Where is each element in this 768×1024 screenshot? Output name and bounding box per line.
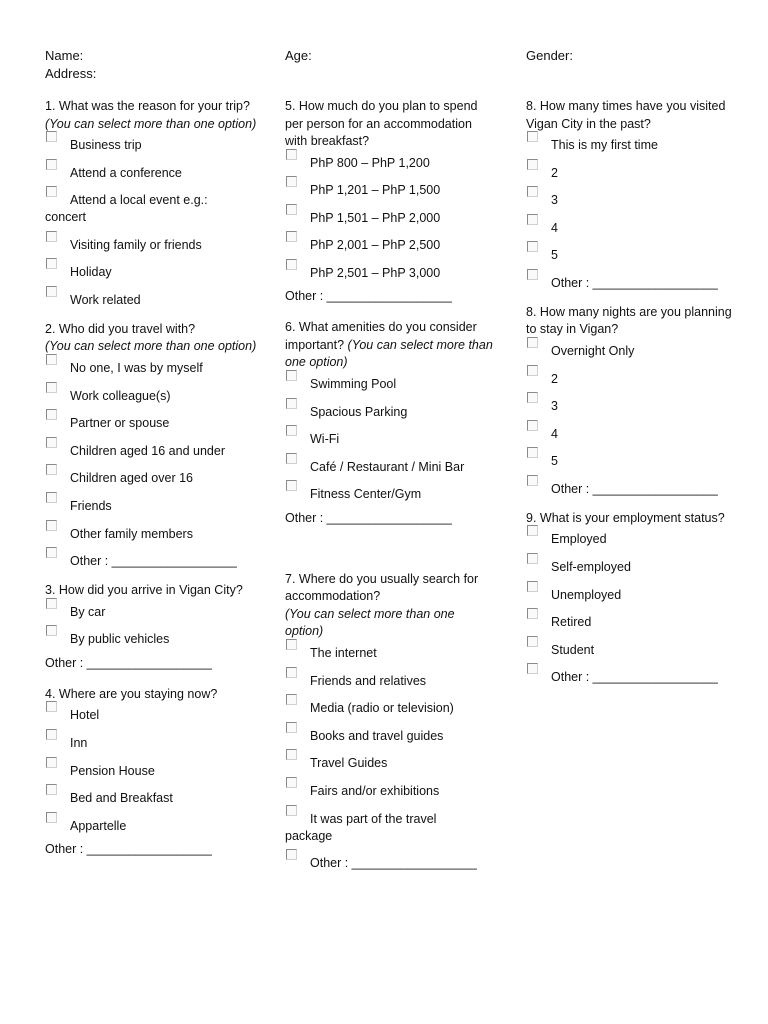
option-label: Work related xyxy=(70,292,141,307)
question-title: 7. Where do you usually search for accommodation? xyxy=(285,571,479,604)
option[interactable] xyxy=(285,700,495,717)
checkbox-icon[interactable] xyxy=(527,241,538,252)
option[interactable] xyxy=(45,192,260,226)
question-title: 2. Who did you travel with? xyxy=(45,321,196,336)
question-9 xyxy=(526,510,741,686)
option[interactable] xyxy=(285,237,495,254)
option-label: Friends xyxy=(70,498,112,513)
option[interactable] xyxy=(526,398,741,415)
option[interactable] xyxy=(285,755,495,772)
question-1 xyxy=(45,98,260,309)
checkbox-icon[interactable] xyxy=(286,425,297,436)
checkbox-icon[interactable] xyxy=(527,214,538,225)
checkbox-icon[interactable] xyxy=(46,354,57,365)
checkbox-icon[interactable] xyxy=(286,667,297,678)
column-3 xyxy=(526,98,741,698)
checkbox-icon[interactable] xyxy=(46,784,57,795)
option-label: Other : __________________ xyxy=(70,554,237,569)
option-label: Other : __________________ xyxy=(551,481,718,496)
checkbox-icon[interactable] xyxy=(527,420,538,431)
option-label: Other : __________________ xyxy=(551,275,718,290)
option[interactable] xyxy=(45,818,260,835)
option-label-continued: concert xyxy=(45,210,86,225)
option-label: PhP 2,501 – PhP 3,000 xyxy=(310,265,441,280)
option[interactable] xyxy=(45,264,260,281)
checkbox-icon[interactable] xyxy=(527,553,538,564)
checkbox-icon[interactable] xyxy=(286,639,297,650)
checkbox-icon[interactable] xyxy=(286,176,297,187)
option[interactable] xyxy=(526,247,741,264)
option-label: Appartelle xyxy=(70,818,127,833)
checkbox-icon[interactable] xyxy=(46,186,57,197)
option[interactable] xyxy=(45,735,260,752)
option-label: 3 xyxy=(551,399,558,414)
question-hint: (You can select more than one option) xyxy=(285,337,493,370)
header-name-address xyxy=(45,47,96,83)
question-2 xyxy=(45,321,260,570)
option-label: Visiting family or friends xyxy=(70,237,202,252)
option-label: Hotel xyxy=(70,708,100,723)
option[interactable] xyxy=(45,388,260,405)
question-3 xyxy=(45,582,260,672)
option[interactable] xyxy=(285,486,495,503)
checkbox-icon[interactable] xyxy=(46,159,57,170)
option[interactable] xyxy=(45,790,260,807)
option[interactable] xyxy=(526,371,741,388)
option[interactable] xyxy=(526,559,741,576)
option-label: Children aged over 16 xyxy=(70,471,193,486)
option[interactable] xyxy=(526,137,741,154)
column-1 xyxy=(45,98,260,872)
option-other[interactable] xyxy=(285,855,495,872)
checkbox-icon[interactable] xyxy=(527,525,538,536)
option-label: Attend a conference xyxy=(70,165,182,180)
option[interactable] xyxy=(45,526,260,543)
checkbox-icon[interactable] xyxy=(286,453,297,464)
option-label: Other family members xyxy=(70,526,193,541)
option-label: Overnight Only xyxy=(551,343,635,358)
option-label: Media (radio or television) xyxy=(310,701,454,716)
option[interactable] xyxy=(45,631,260,648)
checkbox-icon[interactable] xyxy=(286,749,297,760)
option-other[interactable] xyxy=(526,481,741,498)
option-label: 4 xyxy=(551,426,558,441)
option[interactable] xyxy=(45,137,260,154)
checkbox-icon[interactable] xyxy=(46,286,57,297)
checkbox-icon[interactable] xyxy=(527,365,538,376)
checkbox-icon[interactable] xyxy=(527,337,538,348)
option[interactable] xyxy=(285,265,495,282)
option-other[interactable] xyxy=(526,275,741,292)
option[interactable] xyxy=(526,426,741,443)
option-label: By public vehicles xyxy=(70,632,170,647)
option[interactable] xyxy=(45,470,260,487)
option[interactable] xyxy=(45,443,260,460)
option-label: PhP 2,001 – PhP 2,500 xyxy=(310,238,441,253)
option-label: Employed xyxy=(551,532,607,547)
question-8-visits xyxy=(526,98,741,292)
checkbox-icon[interactable] xyxy=(46,231,57,242)
question-hint: (You can select more than one option) xyxy=(45,339,257,354)
option-label-continued: package xyxy=(285,828,333,843)
option-label: This is my first time xyxy=(551,138,658,152)
option[interactable] xyxy=(526,220,741,237)
checkbox-icon[interactable] xyxy=(527,392,538,403)
question-title: 4. Where are you staying now? xyxy=(45,686,218,701)
option-label: It was part of the travel xyxy=(310,811,437,826)
option-label: No one, I was by myself xyxy=(70,360,203,375)
question-8-nights xyxy=(526,304,741,498)
checkbox-icon[interactable] xyxy=(46,547,57,558)
address-label: Address: xyxy=(45,66,97,81)
option-label: Retired xyxy=(551,615,592,630)
checkbox-icon[interactable] xyxy=(286,370,297,381)
option[interactable] xyxy=(285,783,495,800)
option-label: Other : __________________ xyxy=(310,856,477,871)
option-label: 5 xyxy=(551,454,558,469)
option-label: PhP 1,501 – PhP 2,000 xyxy=(310,210,441,225)
option-label: Student xyxy=(551,642,595,657)
question-title: 5. How much do you plan to spend per person for an accommodation with breakfast? xyxy=(285,99,478,148)
option-label: Holiday xyxy=(70,265,112,280)
age-label: Age: xyxy=(285,48,312,63)
option[interactable] xyxy=(45,763,260,780)
column-2 xyxy=(285,98,495,884)
checkbox-icon[interactable] xyxy=(286,480,297,491)
option-label: Café / Restaurant / Mini Bar xyxy=(310,459,465,474)
option-label: 4 xyxy=(551,220,558,235)
checkbox-icon[interactable] xyxy=(46,131,57,142)
checkbox-icon[interactable] xyxy=(46,598,57,609)
checkbox-icon[interactable] xyxy=(46,520,57,531)
checkbox-icon[interactable] xyxy=(286,849,297,860)
option-label: Pension House xyxy=(70,763,155,778)
option-label: Books and travel guides xyxy=(310,728,444,743)
checkbox-icon[interactable] xyxy=(527,159,538,170)
option-label: 3 xyxy=(551,193,558,208)
option[interactable] xyxy=(285,182,495,199)
question-title: 8. How many nights are you planning to stay in Vigan? xyxy=(526,304,732,337)
option[interactable] xyxy=(285,728,495,745)
checkbox-icon[interactable] xyxy=(46,757,57,768)
option[interactable] xyxy=(526,531,741,548)
option[interactable] xyxy=(526,642,741,659)
option[interactable] xyxy=(45,498,260,515)
question-hint: (You can select more than one option) xyxy=(285,606,455,639)
checkbox-icon[interactable] xyxy=(46,382,57,393)
question-4 xyxy=(45,686,260,858)
option-label: Wi-Fi xyxy=(310,432,340,447)
checkbox-icon[interactable] xyxy=(286,231,297,242)
checkbox-icon[interactable] xyxy=(46,464,57,475)
option-label: Fitness Center/Gym xyxy=(310,487,422,502)
question-7 xyxy=(285,571,495,872)
option-label: By car xyxy=(70,604,106,619)
option[interactable] xyxy=(45,707,260,724)
option-label: Friends and relatives xyxy=(310,673,427,688)
option[interactable] xyxy=(526,453,741,470)
checkbox-icon[interactable] xyxy=(286,149,297,160)
checkbox-icon[interactable] xyxy=(286,204,297,215)
option-label: Work colleague(s) xyxy=(70,388,171,403)
other-field[interactable]: Other : __________________ xyxy=(285,510,452,525)
option-label: PhP 800 – PhP 1,200 xyxy=(310,155,430,170)
option[interactable] xyxy=(285,459,495,476)
option-label: PhP 1,201 – PhP 1,500 xyxy=(310,183,441,198)
question-6 xyxy=(285,319,495,526)
question-title: 8. How many times have you visited Vigan City in the past? xyxy=(526,99,726,131)
checkbox-icon[interactable] xyxy=(286,722,297,733)
checkbox-icon[interactable] xyxy=(46,409,57,420)
option[interactable] xyxy=(45,415,260,432)
option[interactable] xyxy=(526,587,741,604)
option[interactable] xyxy=(45,604,260,621)
checkbox-icon[interactable] xyxy=(527,636,538,647)
checkbox-icon[interactable] xyxy=(46,701,57,712)
checkbox-icon[interactable] xyxy=(527,663,538,674)
other-field[interactable]: Other : __________________ xyxy=(45,842,212,857)
other-field[interactable]: Other : __________________ xyxy=(285,289,452,304)
checkbox-icon[interactable] xyxy=(46,729,57,740)
option-label: Children aged 16 and under xyxy=(70,443,225,458)
option[interactable] xyxy=(285,404,495,421)
option-label: Unemployed xyxy=(551,587,622,602)
option[interactable] xyxy=(526,192,741,209)
checkbox-icon[interactable] xyxy=(527,608,538,619)
checkbox-icon[interactable] xyxy=(527,186,538,197)
option[interactable] xyxy=(285,155,495,172)
gender-label: Gender: xyxy=(526,48,573,63)
checkbox-icon[interactable] xyxy=(527,447,538,458)
checkbox-icon[interactable] xyxy=(286,259,297,270)
option-label: Spacious Parking xyxy=(310,404,408,419)
option[interactable] xyxy=(285,673,495,690)
checkbox-icon[interactable] xyxy=(527,269,538,280)
option-label: Self-employed xyxy=(551,560,631,575)
option[interactable] xyxy=(285,210,495,227)
checkbox-icon[interactable] xyxy=(46,258,57,269)
question-title: 1. What was the reason for your trip? xyxy=(45,99,250,113)
option-label: Travel Guides xyxy=(310,756,388,771)
option-label: 5 xyxy=(551,248,558,263)
question-5 xyxy=(285,98,495,305)
checkbox-icon[interactable] xyxy=(46,625,57,636)
option-label: 2 xyxy=(551,371,558,386)
option-label: Business trip xyxy=(70,138,142,152)
checkbox-icon[interactable] xyxy=(46,492,57,503)
checkbox-icon[interactable] xyxy=(286,777,297,788)
checkbox-icon[interactable] xyxy=(286,694,297,705)
option-other[interactable] xyxy=(526,669,741,686)
option-label: 2 xyxy=(551,165,558,180)
option[interactable] xyxy=(45,165,260,182)
question-title: 9. What is your employment status? xyxy=(526,510,725,525)
option[interactable] xyxy=(526,165,741,182)
option[interactable] xyxy=(45,292,260,309)
question-title: 3. How did you arrive in Vigan City? xyxy=(45,583,243,598)
option[interactable] xyxy=(45,237,260,254)
option-label: Partner or spouse xyxy=(70,416,170,431)
option[interactable] xyxy=(526,343,741,360)
checkbox-icon[interactable] xyxy=(46,437,57,448)
option[interactable] xyxy=(285,431,495,448)
checkbox-icon[interactable] xyxy=(527,475,538,486)
checkbox-icon[interactable] xyxy=(527,131,538,142)
checkbox-icon[interactable] xyxy=(286,398,297,409)
option-label: The internet xyxy=(310,645,377,660)
name-label: Name: xyxy=(45,48,84,63)
checkbox-icon[interactable] xyxy=(46,812,57,823)
option[interactable] xyxy=(45,360,260,377)
option[interactable] xyxy=(285,376,495,393)
option-label: Attend a local event e.g.: xyxy=(70,193,208,208)
option[interactable] xyxy=(285,811,495,845)
option-label: Fairs and/or exhibitions xyxy=(310,783,440,798)
question-hint: (You can select more than one option) xyxy=(45,116,257,131)
option-other[interactable] xyxy=(45,553,260,570)
option-label: Other : __________________ xyxy=(551,670,718,685)
option-label: Inn xyxy=(70,735,88,750)
option-label: Bed and Breakfast xyxy=(70,791,173,806)
option[interactable] xyxy=(285,645,495,662)
option[interactable] xyxy=(526,614,741,631)
other-field[interactable]: Other : __________________ xyxy=(45,655,212,670)
checkbox-icon[interactable] xyxy=(286,805,297,816)
option-label: Swimming Pool xyxy=(310,376,397,391)
question-title: 6. What amenities do you consider important? xyxy=(285,320,477,352)
checkbox-icon[interactable] xyxy=(527,581,538,592)
